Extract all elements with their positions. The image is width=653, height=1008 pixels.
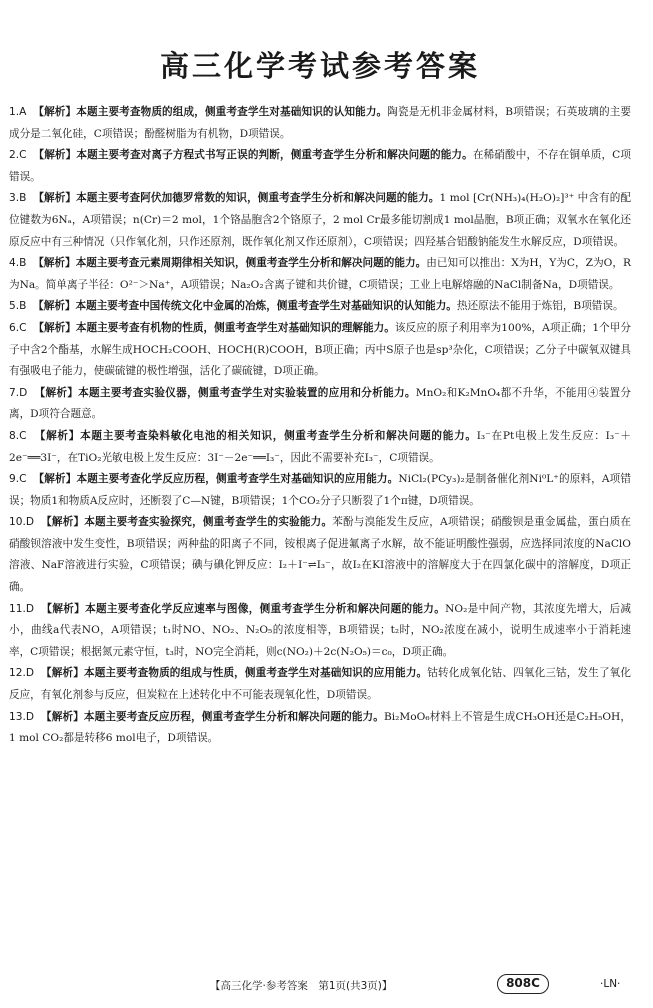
answer-letter: D	[19, 386, 28, 399]
analysis-tag: 【解析】	[41, 602, 86, 615]
page-title: 高三化学考试参考答案	[159, 49, 480, 83]
analysis-theme: 本题主要考查物质的组成与性质，侧重考查学生对基础知识的应用能力。	[83, 667, 428, 680]
answer-letter: D	[25, 667, 35, 680]
analysis-body: 由已知可以推出：X为H，Y为C，Z为O，R为Na。简单离子半径：O²⁻＞Na⁺，A项错误；Na₂O₂含离子键和共价键，C项错误；工业上电解熔融的NaCl制备Na，D项错误。	[9, 257, 631, 291]
analysis-body: I₃⁻在Pt电极上发生反应：I₃⁻＋2e⁻══3I⁻，在TiO₂光敏电极上发生反应：3I⁻－2e⁻══I₃⁻，因此不需要补充I₃⁻，C项错误。	[9, 429, 631, 464]
analysis-tag: 【解析】	[41, 710, 84, 723]
answer-item	[9, 318, 631, 383]
question-number: 1.	[9, 106, 20, 118]
analysis-body: 陶瓷是无机非金属材料，B项错误；石英玻璃的主要成分是二氧化硅，C项错误；酚醛树脂为有机物，D项错误。	[9, 106, 631, 140]
analysis-body: 该反应的原子利用率为100%，A项正确；1个甲分子中含2个酯基，水解生成HOCH₂COOH、HOCH(R)COOH，B项正确；丙中S原子也是sp³杂化，C项错误；乙分子中碳氧双键具有强吸电子能力，使碳硫键的极性增强，活化了碳硫键，D项正确。	[9, 321, 632, 378]
analysis-body: Bi₂MoO₆材料上不管是生成CH₃OH还是C₂H₅OH，1 mol CO₂都是转移6 mol电子，D项错误。	[9, 710, 631, 745]
analysis-tag: 【解析】	[33, 149, 77, 162]
analysis-theme: 本题主要考查阿伏加德罗常数的知识，侧重考查学生分析和解决问题的能力。	[76, 192, 440, 205]
region-mark: ·LN·	[600, 978, 621, 990]
answer-item	[9, 188, 631, 253]
answer-letter: D	[25, 602, 35, 615]
footer-page-info: 【高三化学·参考答案 第1页(共3页)】	[210, 980, 393, 992]
answer-letter: C	[19, 473, 27, 486]
analysis-body: 在稀硝酸中，不存在铜单质，C项错误。	[9, 149, 632, 183]
question-number: 7.	[9, 386, 20, 399]
answer-item	[9, 512, 631, 598]
analysis-body: 钴转化成氧化钴、四氧化三钴，发生了氧化反应，有氧化剂参与反应，但炭粒在上述转化中不可能表现氧化性，D项错误。	[9, 667, 632, 702]
question-number: 13.	[9, 710, 26, 723]
analysis-theme: 本题主要考查对离子方程式书写正误的判断，侧重考查学生分析和解决问题的能力。	[76, 149, 473, 162]
answer-letter: C	[19, 321, 27, 334]
analysis-tag: 【解析】	[34, 386, 79, 399]
analysis-theme: 本题主要考查染料敏化电池的相关知识，侧重考查学生分析和解决问题的能力。	[80, 429, 477, 442]
analysis-body: NO₂是中间产物，其浓度先增大，后减小，曲线a代表NO，A项错误；t₁时NO、NO₂、N₂O₅的浓度相等，B项错误；t₂时，NO₂浓度在减小，说明生成速率小于消耗速率，C项错误；根据氮元素守恒，t₃时，NO完全消耗，则c(NO₂)＋2c(N₂O₅)＝c₀，D项正确。	[9, 602, 632, 658]
analysis-tag: 【解析】	[33, 257, 76, 270]
answer-item	[9, 253, 631, 296]
answer-item	[9, 145, 631, 188]
paper-code-badge: 808C	[497, 974, 549, 994]
answer-item	[9, 383, 631, 426]
analysis-theme: 本题主要考查化学反应速率与图像，侧重考查学生分析和解决问题的能力。	[85, 602, 446, 615]
analysis-theme: 本题主要考查物质的组成，侧重考查学生对基础知识的认知能力。	[76, 106, 388, 118]
question-number: 4.	[9, 257, 20, 270]
answer-item	[9, 296, 631, 318]
answer-item	[9, 469, 631, 512]
analysis-tag: 【解析】	[33, 321, 76, 334]
answer-letter: D	[25, 516, 35, 529]
analysis-theme: 本题主要考查反应历程，侧重考查学生分析和解决问题的能力。	[83, 710, 384, 723]
answer-item	[9, 663, 631, 706]
answer-item	[9, 102, 631, 145]
question-number: 10.	[9, 516, 26, 529]
analysis-tag: 【解析】	[41, 516, 85, 529]
analysis-theme: 本题主要考查实验探究，侧重考查学生的实验能力。	[84, 516, 333, 529]
analysis-theme: 本题主要考查中国传统文化中金属的冶炼，侧重考查学生对基础知识的认知能力。	[75, 300, 457, 313]
analysis-theme: 本题主要考查元素周期律相关知识，侧重考查学生分析和解决问题的能力。	[75, 257, 427, 270]
question-number: 2.	[9, 149, 20, 162]
answer-letter: B	[19, 192, 27, 205]
answer-letter: D	[25, 710, 35, 723]
analysis-tag: 【解析】	[33, 192, 77, 205]
analysis-tag: 【解析】	[34, 429, 81, 442]
analysis-theme: 本题主要考查实验仪器，侧重考查学生对实验装置的应用和分析能力。	[78, 386, 416, 399]
question-number: 6.	[9, 321, 20, 334]
answer-letter: B	[19, 257, 27, 270]
analysis-tag: 【解析】	[33, 106, 77, 118]
analysis-theme: 本题主要考查有机物的性质，侧重考查学生对基础知识的理解能力。	[75, 321, 395, 334]
question-number: 12.	[9, 667, 26, 680]
analysis-body: 苯酚与溴能发生反应，A项错误；硝酸钡是重金属盐，蛋白质在硝酸钡溶液中发生变性，B项错误；两种盐的阳离子不同，铵根离子促进氟离子水解，故不能证明酸性强弱，应选择同浓度的NaClO溶液、NaF溶液进行实验，C项错误；碘与碘化钾反应：I₂＋I⁻⇌I₃⁻，故I₂在KI溶液中的溶解度大于在四氯化碳中的溶解度，D项正确。	[9, 516, 631, 594]
question-number: 3.	[9, 192, 20, 205]
analysis-body: 1 mol [Cr(NH₃)₄(H₂O)₂]³⁺ 中含有的配位键数为6Nₐ，A项错误；n(Cr)＝2 mol，1个铬晶胞含2个铬原子，2 mol Cr最多能切割成1 mol晶胞，B项正确；双氧水在氧化还原反应中有三种情况（只作氧化剂，只作还原剂，既作氧化剂又作还原剂），C项错误；四羟基合铝酸钠能发生水解反应，D项错误。	[9, 192, 632, 248]
answer-item	[9, 599, 631, 664]
answer-list	[9, 102, 631, 750]
answer-letter: A	[19, 106, 27, 118]
analysis-theme: 本题主要考查化学反应历程，侧重考查学生对基础知识的应用能力。	[76, 473, 399, 486]
answer-item	[9, 707, 631, 750]
analysis-body: MnO₂和K₂MnO₄都不升华，不能用④装置分离，D项符合题意。	[9, 386, 631, 421]
answer-letter: C	[19, 429, 27, 442]
analysis-body: 热还原法不能用于炼铝，B项错误。	[456, 300, 624, 313]
question-number: 9.	[9, 473, 20, 486]
answer-letter: C	[19, 149, 27, 162]
question-number: 8.	[9, 429, 20, 442]
page-footer	[0, 973, 653, 997]
question-number: 5.	[9, 300, 20, 313]
analysis-body: NiCl₂(PCy₃)₂是制备催化剂Ni⁰L⁺的原料，A项错误；物质1和物质A反应时，还断裂了C—N键，B项错误；1个CO₂分子只断裂了1个π键，D项错误。	[9, 473, 632, 507]
analysis-tag: 【解析】	[41, 667, 84, 680]
answer-letter: B	[19, 300, 27, 313]
answer-item	[9, 426, 631, 469]
analysis-tag: 【解析】	[33, 473, 77, 486]
analysis-tag: 【解析】	[33, 300, 76, 313]
question-number: 11.	[9, 602, 26, 615]
